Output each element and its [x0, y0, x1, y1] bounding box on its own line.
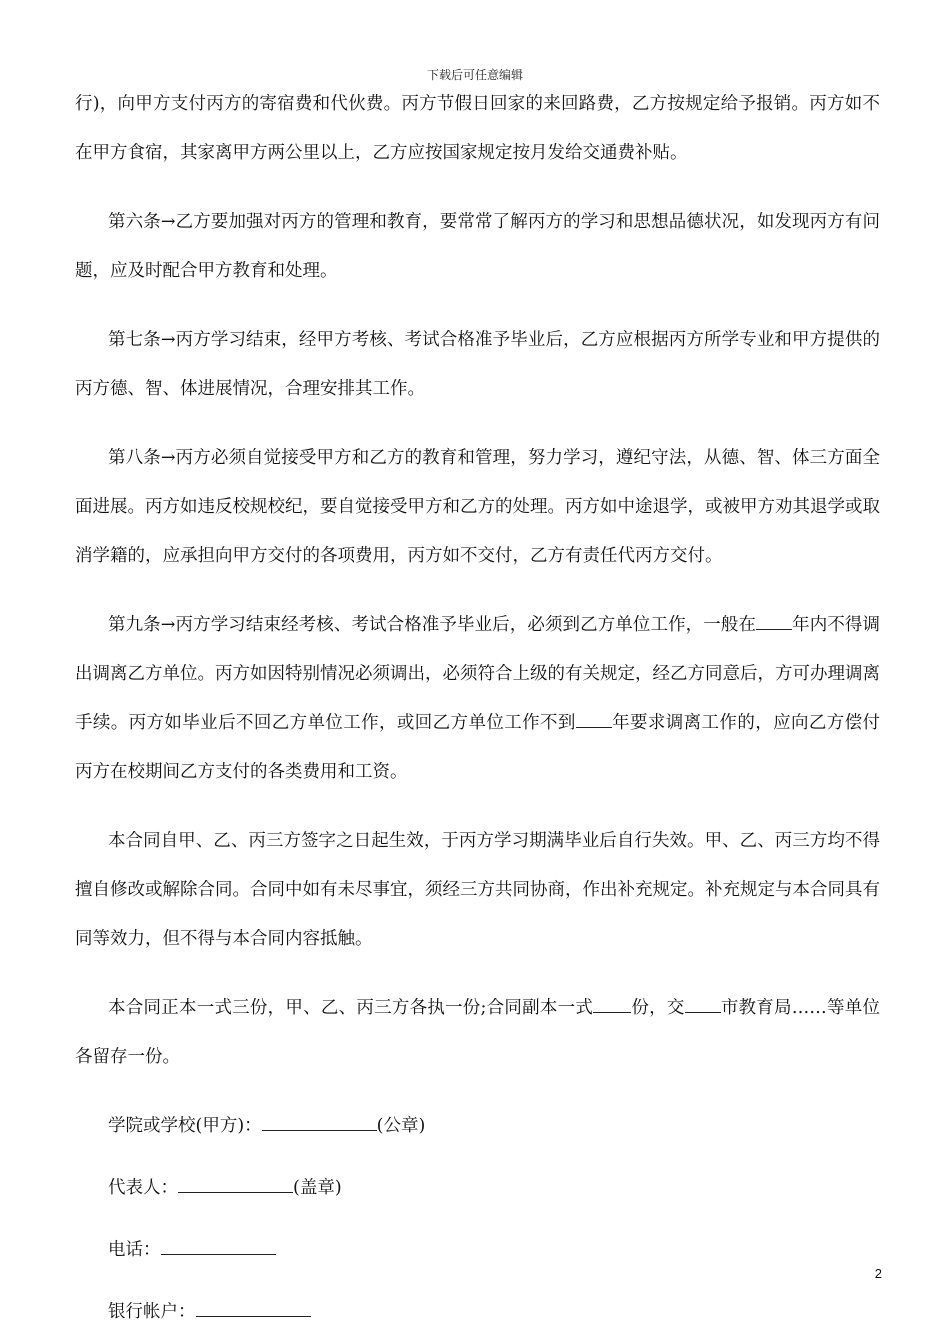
signature-representative: 代表人： (盖章)	[108, 1174, 880, 1202]
header-note: 下载后可任意编辑	[426, 68, 523, 82]
blank-copies[interactable]	[593, 994, 631, 1013]
page-number: 2	[874, 1266, 882, 1281]
document-body	[75, 80, 880, 1326]
blank-years-1[interactable]	[756, 611, 792, 630]
paragraph-article-7: 第七条→丙方学习结束，经甲方考核、考试合格准予毕业后，乙方应根据丙方所学专业和甲方提供的丙方德、智、体进展情况，合理安排其工作。	[75, 330, 880, 399]
bank-account-blank[interactable]	[196, 1298, 311, 1317]
signature-phone: 电话：	[108, 1236, 880, 1264]
paragraph-copies: 本合同正本一式三份，甲、乙、丙三方各执一份;合同副本一式 份，交 市教育局……等单位各留存一份。	[75, 984, 880, 1082]
signature-school: 学院或学校(甲方)： (公章)	[108, 1112, 880, 1140]
paragraph-effectiveness: 本合同自甲、乙、丙三方签字之日起生效，于丙方学习期满毕业后自行失效。甲、乙、丙三方均不得擅自修改或解除合同。合同中如有未尽事宜，须经三方共同协商，作出补充规定。补充规定与本合同具有同等效力，但不得与本合同内容抵触。	[75, 831, 880, 949]
phone-blank[interactable]	[161, 1236, 276, 1255]
school-signature-blank[interactable]	[262, 1112, 377, 1131]
paragraph-article-5-continued: 行)，向甲方支付丙方的寄宿费和代伙费。丙方节假日回家的来回路费，乙方按规定给予报销。丙方如不在甲方食宿，其家离甲方两公里以上，乙方应按国家规定按月发给交通费补贴。	[75, 94, 880, 163]
representative-signature-blank[interactable]	[178, 1174, 293, 1193]
paragraph-article-6: 第六条→乙方要加强对丙方的管理和教育，要常常了解丙方的学习和思想品德状况，如发现丙方有问题，应及时配合甲方教育和处理。	[75, 212, 880, 281]
blank-city[interactable]	[685, 994, 721, 1013]
paragraph-article-8: 第八条→丙方必须自觉接受甲方和乙方的教育和管理，努力学习，遵纪守法，从德、智、体三方面全面进展。丙方如违反校规校纪，要自觉接受甲方和乙方的处理。丙方如中途退学，或被甲方劝其退学或取消学籍的，应承担向甲方交付的各项费用，丙方如不交付，乙方有责任代丙方交付。	[75, 448, 880, 566]
signature-bank-account: 银行帐户：	[108, 1298, 880, 1326]
blank-years-2[interactable]	[576, 709, 612, 728]
paragraph-article-9: 第九条→丙方学习结束经考核、考试合格准予毕业后，必须到乙方单位工作，一般在 年内不得调出调离乙方单位。丙方如因特别情况必须调出，必须符合上级的有关规定，经乙方同意后，方可办理调离手续。丙方如毕业后不回乙方单位工作，或回乙方单位工作不到 年要求调离工作的，应向乙方偿付丙方在校期间乙方支付的各类费用和工资。	[75, 601, 880, 797]
